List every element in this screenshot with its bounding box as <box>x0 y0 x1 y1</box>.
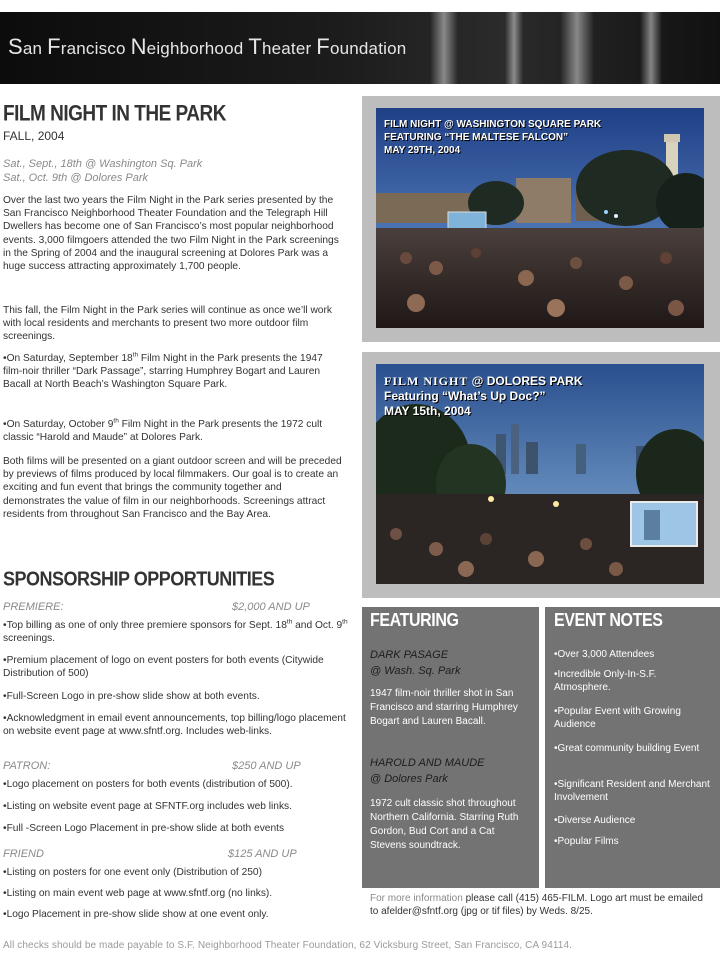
note-item: •Popular Films <box>554 836 619 847</box>
film1-description: 1947 film-noir thriller shot in San Francisco and starring Humphrey Bogart and Lauren Bacall. <box>370 688 518 727</box>
october-screening-item: •On Saturday, October 9th Film Night in the Park presents the 1972 cult classic “Harold and Maude” at Dolores Park. <box>3 417 323 444</box>
photo1-caption-line1: FILM NIGHT @ WASHINGTON SQUARE PARK <box>384 119 602 130</box>
premiere-benefit-1: •Top billing as one of only three premiere sponsors for Sept. 18th and Oct. 9th screenings. <box>3 618 348 644</box>
premiere-label: PREMIERE: <box>3 601 64 613</box>
premiere-price: $2,000 AND UP <box>232 601 310 613</box>
photo-washington-square <box>376 108 704 328</box>
note-item: •Diverse Audience <box>554 815 636 826</box>
photo2-caption <box>384 374 583 419</box>
patron-benefit-2: •Listing on website event page at SFNTF.org includes web links. <box>3 801 292 812</box>
payment-footer: All checks should be made payable to S.F. Neighborhood Theater Foundation, 62 Vicksburg Street, San Francisco, CA 94114. <box>3 940 573 951</box>
photo2-caption-line2: Featuring “What’s Up Doc?” <box>384 389 546 403</box>
patron-price: $250 AND UP <box>232 760 301 772</box>
sponsorship-title: SPONSORSHIP OPPORTUNITIES <box>3 567 275 590</box>
patron-benefit-1: •Logo placement on posters for both events (distribution of 500). <box>3 779 293 790</box>
featuring-title: FEATURING <box>370 611 459 631</box>
photo-dolores-park <box>376 364 704 584</box>
photo1-caption <box>384 118 601 157</box>
featuring-panel <box>362 607 539 888</box>
film2-description: 1972 cult classic shot throughout Northern California. Starring Ruth Gordon, Bud Cort and a Cat Stevens soundtrack. <box>370 798 519 851</box>
more-info-text: For more information please call (415) 465-FILM. Logo art must be emailed to afelder@sfntf.org (jpg or tif files) by Weds. 8/25. <box>370 893 703 917</box>
friend-benefit-2: •Listing on main event web page at www.sfntf.org (no links). <box>3 888 273 899</box>
note-item: •Great community building Event <box>554 743 700 754</box>
patron-tier-heading <box>3 760 343 772</box>
note-item: •Significant Resident and Merchant Involvement <box>554 779 710 803</box>
event-date-washington: Sat., Sept., 18th @ Washington Sq. Park <box>3 158 203 170</box>
film2-name: HAROLD AND MAUDE <box>370 757 485 769</box>
premiere-benefit-3: •Full-Screen Logo in pre-show slide show at both events. <box>3 691 260 702</box>
event-date-dolores: Sat., Oct. 9th @ Dolores Park <box>3 172 149 184</box>
friend-tier-heading <box>3 848 343 860</box>
header-banner <box>0 12 720 84</box>
note-item: •Popular Event with Growing Audience <box>554 706 681 730</box>
film1-place: @ Wash. Sq. Park <box>370 665 461 677</box>
film2-place: @ Dolores Park <box>370 773 448 785</box>
patron-benefit-3: •Full -Screen Logo Placement in pre-show slide at both events <box>3 823 285 834</box>
photo1-caption-line2: FEATURING “THE MALTESE FALCON” <box>384 132 569 143</box>
photo1-caption-line3: MAY 29TH, 2004 <box>384 145 461 156</box>
premiere-benefit-2: •Premium placement of logo on event posters for both events (Citywide Distribution of 500) <box>3 655 324 679</box>
friend-label: FRIEND <box>3 848 44 860</box>
patron-label: PATRON: <box>3 760 51 772</box>
premiere-tier-heading <box>3 601 343 613</box>
continue-paragraph: This fall, the Film Night in the Park series will continue as once we’ll work with local residents and merchants to present two more outdoor film screenings. <box>3 305 332 343</box>
note-item: •Over 3,000 Attendees <box>554 649 655 660</box>
film1-name: DARK PASAGE <box>370 649 449 661</box>
premiere-benefit-4: •Acknowledgment in email event announcements, top billing/logo placement on website event page at www.sfntf.org. Includes web-links. <box>3 713 346 737</box>
event-title: FILM NIGHT IN THE PARK <box>3 102 226 127</box>
organization-name: San Francisco Neighborhood Theater Foundation <box>8 34 407 59</box>
photo2-caption-line3: MAY 15th, 2004 <box>384 404 471 418</box>
note-item: •Incredible Only-In-S.F. Atmosphere. <box>554 669 657 693</box>
september-screening-item: •On Saturday, September 18th Film Night in the Park presents the 1947 film-noir thriller “Dark Passage”, starring Humphrey Bogart and Lauren Bacall at North Beach’s Washington Square Park. <box>3 351 323 391</box>
event-notes-title: EVENT NOTES <box>554 611 663 631</box>
event-season: FALL, 2004 <box>3 129 65 143</box>
both-films-paragraph: Both films will be presented on a giant outdoor screen and will be preceded by previews of films produced by local filmmakers. Our goal is to create an exciting and fun event that brings the community together and demonstrates the value of film in our neighborhoods. Screenings attract residents from throughout San Francisco and the Bay Area. <box>3 456 342 520</box>
intro-paragraph: Over the last two years the Film Night in the Park series presented by the San Francisco Neighborhood Theater Foundation and the Telegraph Hill Dwellers has become one of San Francisco’s most popular neighborhood events. 3,000 filmgoers attended the two Film Night in the Park screenings in the Spring of 2004 and the inaugural screening at Dolores Park was a huge success attracting approximately 1,700 people. <box>3 195 339 273</box>
friend-benefit-3: •Logo Placement in pre-show slide show at one event only. <box>3 909 269 920</box>
event-notes-panel <box>545 607 720 888</box>
friend-benefit-1: •Listing on posters for one event only (Distribution of 250) <box>3 867 262 878</box>
photo2-caption-line1: FILM NIGHT @ DOLORES PARK <box>384 374 583 388</box>
friend-price: $125 AND UP <box>228 848 297 860</box>
